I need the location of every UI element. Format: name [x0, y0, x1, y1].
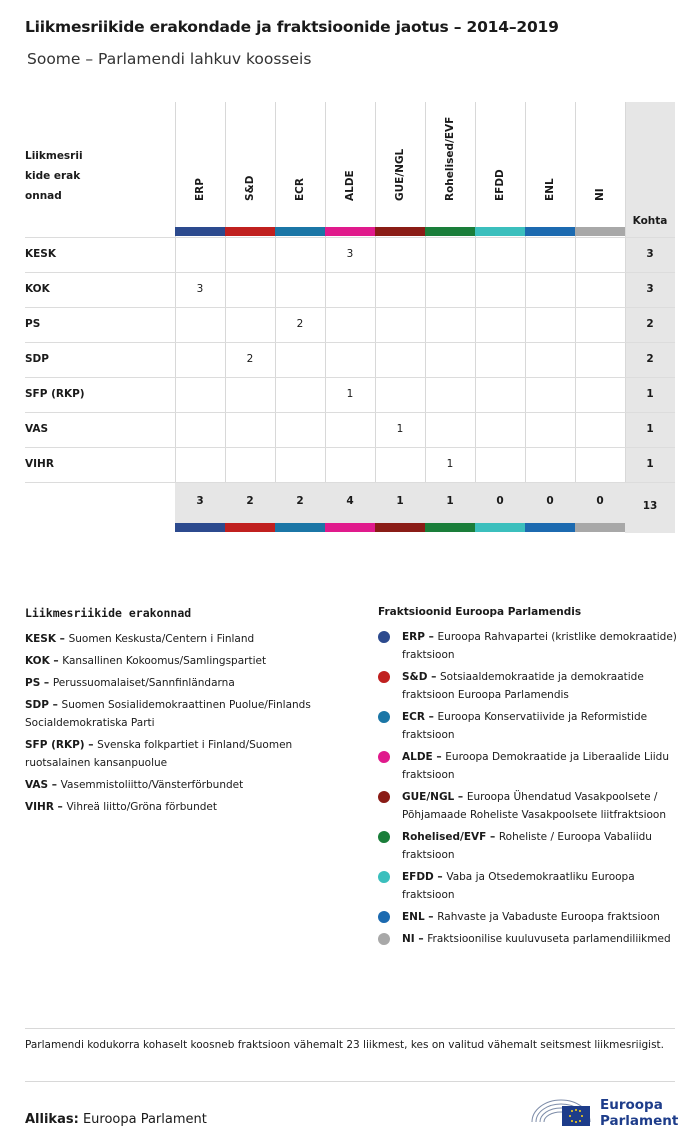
party-abbr: VIHR [25, 801, 54, 813]
group-total-cell: 1 [396, 495, 404, 507]
group-color-dot-icon [378, 871, 390, 883]
separator: – [48, 699, 62, 711]
group-abbr: GUE/NGL [402, 791, 455, 803]
group-name: ERP [194, 178, 206, 201]
group-column-header [575, 102, 625, 227]
group-color-dot-icon [378, 911, 390, 923]
group-legend-item [378, 788, 678, 824]
separator: – [454, 791, 467, 803]
group-color-dot-icon [378, 671, 390, 683]
party-row-label: VIHR [25, 458, 54, 470]
european-parliament-logo [530, 1092, 680, 1132]
seat-count-cell: 2 [296, 318, 304, 330]
group-legend-item [378, 828, 678, 864]
logo-line1: Euroopa [600, 1097, 663, 1113]
group-column-header [175, 102, 225, 227]
row-divider [25, 482, 675, 483]
row-divider [25, 447, 675, 448]
group-color-bar [275, 523, 325, 532]
group-total-cell: 3 [196, 495, 204, 507]
group-color-bar [525, 227, 575, 236]
group-name: GUE/NGL [394, 148, 406, 201]
party-total-cell: 1 [646, 423, 654, 435]
group-color-dot-icon [378, 711, 390, 723]
group-legend-item [378, 628, 678, 664]
group-color-bar [225, 523, 275, 532]
grand-total-cell: 13 [642, 500, 658, 512]
group-color-bar [225, 227, 275, 236]
party-legend-item [25, 630, 345, 648]
group-name: Rohelised/EVF [444, 116, 456, 201]
separator: – [427, 671, 440, 683]
row-divider [25, 307, 675, 308]
group-name: ECR [294, 178, 306, 201]
party-description: Vasemmistoliitto/Vänsterförbundet [60, 779, 244, 791]
party-row-label: SDP [25, 353, 49, 365]
group-column-header [475, 102, 525, 227]
group-name: S&D [244, 175, 256, 201]
party-total-cell: 1 [646, 458, 654, 470]
party-description: Kansallinen Kokoomus/Samlingspartiet [62, 655, 267, 667]
row-header-label: Liikmesriikide erakonnad [25, 150, 83, 202]
group-description: Euroopa Konservatiivide ja Reformistide fraktsioon [402, 711, 648, 741]
party-abbr: SFP (RKP) [25, 739, 85, 751]
group-abbr: NI [402, 933, 415, 945]
group-total-cell: 2 [296, 495, 304, 507]
parties-legend-title: Liikmesriikide erakonnad [25, 606, 192, 620]
group-abbr: ECR [402, 711, 425, 723]
party-row-label: KOK [25, 283, 50, 295]
group-abbr: ALDE [402, 751, 433, 763]
party-row-label: SFP (RKP) [25, 388, 85, 400]
party-row-label: KESK [25, 248, 57, 260]
groups-legend-title: Fraktsioonid Euroopa Parlamendis [378, 606, 582, 618]
group-color-bar [175, 227, 225, 236]
seat-count-cell: 3 [196, 283, 204, 295]
group-total-cell: 1 [446, 495, 454, 507]
row-divider [25, 412, 675, 413]
page-subtitle: Soome – Parlamendi lahkuv koosseis [27, 50, 312, 68]
group-color-bar [575, 523, 625, 532]
seat-count-cell: 3 [346, 248, 354, 260]
group-legend-item [378, 668, 678, 704]
party-row-label: VAS [25, 423, 49, 435]
group-color-bar [175, 523, 225, 532]
group-description: Euroopa Rahvapartei (kristlike demokraatide) fraktsioon [402, 631, 677, 661]
group-description: Rahvaste ja Vabaduste Euroopa fraktsioon [437, 911, 660, 923]
party-description: Vihreä liitto/Gröna förbundet [66, 801, 217, 813]
party-abbr: PS [25, 677, 41, 689]
group-description: Roheliste / Euroopa Vabaliidu fraktsioon [402, 831, 652, 861]
page-title: Liikmesriikide erakondade ja fraktsioonide jaotus – 2014–2019 [25, 18, 559, 36]
group-color-bar [475, 227, 525, 236]
total-column-label: Kohta [632, 215, 668, 227]
party-abbr: KOK [25, 655, 50, 667]
group-name: EFDD [494, 169, 506, 201]
separator: – [48, 779, 61, 791]
party-description: Perussuomalaiset/Sannfinländarna [52, 677, 235, 689]
source-value: Euroopa Parlament [82, 1112, 207, 1127]
party-legend-item [25, 674, 345, 692]
seat-count-cell: 1 [396, 423, 404, 435]
parliament-hemicycle-icon [530, 1092, 592, 1132]
party-abbr: VAS [25, 779, 49, 791]
party-total-cell: 3 [646, 248, 654, 260]
group-total-cell: 0 [546, 495, 554, 507]
row-divider [25, 272, 675, 273]
separator: – [53, 801, 67, 813]
divider [25, 1081, 675, 1082]
separator: – [40, 677, 53, 689]
source-line [25, 1112, 207, 1127]
party-legend-item [25, 798, 345, 816]
source-label: Allikas: [25, 1112, 79, 1127]
divider [25, 1028, 675, 1029]
groups-legend [378, 606, 678, 952]
group-abbr: ERP [402, 631, 425, 643]
party-legend-item [25, 736, 345, 772]
group-color-bar [375, 227, 425, 236]
party-legend-item [25, 776, 345, 794]
party-abbr: SDP [25, 699, 49, 711]
party-total-cell: 1 [646, 388, 654, 400]
group-description: Euroopa Demokraatide ja Liberaalide Liidu fraktsioon [402, 751, 669, 781]
group-legend-item [378, 748, 678, 784]
separator: – [414, 933, 428, 945]
group-name: ALDE [344, 170, 356, 201]
group-color-dot-icon [378, 933, 390, 945]
seat-count-cell: 1 [446, 458, 454, 470]
party-legend-item [25, 652, 345, 670]
group-legend-item [378, 708, 678, 744]
group-name: NI [594, 188, 606, 201]
party-description: Suomen Keskusta/Centern i Finland [68, 633, 255, 645]
group-name: ENL [544, 178, 556, 201]
group-description: Euroopa Ühendatud Vasakpoolsete / Põhjamaade Roheliste Vasakpoolsete liitfraktsioon [402, 791, 666, 821]
group-total-cell: 0 [496, 495, 504, 507]
row-divider [25, 342, 675, 343]
group-description: Vaba ja Otsedemokraatliku Euroopa fraktsioon [402, 871, 635, 901]
group-total-cell: 0 [596, 495, 604, 507]
separator: – [424, 911, 438, 923]
party-total-cell: 2 [646, 353, 654, 365]
separator: – [56, 633, 69, 645]
group-color-dot-icon [378, 751, 390, 763]
party-description: Svenska folkpartiet i Finland/Suomen ruotsalainen kansanpuolue [25, 739, 293, 769]
group-color-dot-icon [378, 791, 390, 803]
group-color-dot-icon [378, 631, 390, 643]
group-column-header [225, 102, 275, 227]
row-divider [25, 237, 675, 238]
group-legend-item [378, 908, 678, 926]
seat-count-cell: 1 [346, 388, 354, 400]
group-color-bar [275, 227, 325, 236]
group-color-bar [425, 227, 475, 236]
group-column-header [325, 102, 375, 227]
parties-legend [25, 606, 345, 820]
group-color-bar [375, 523, 425, 532]
group-legend-item [378, 930, 678, 948]
party-abbr: KESK [25, 633, 57, 645]
group-color-bar [425, 523, 475, 532]
distribution-table [25, 102, 675, 533]
group-column-header [425, 102, 475, 227]
group-total-cell: 4 [346, 495, 354, 507]
group-abbr: Rohelised/EVF [402, 831, 487, 843]
party-legend-item [25, 696, 345, 732]
party-description: Suomen Sosialidemokraattinen Puolue/Finlands Socialdemokratiska Parti [25, 699, 311, 729]
separator: – [486, 831, 499, 843]
party-total-cell: 2 [646, 318, 654, 330]
footnote: Parlamendi kodukorra kohaselt koosneb fraktsioon vähemalt 23 liikmest, kes on valitud vähemalt seitsmest liikmesriigist. [25, 1039, 664, 1051]
group-color-bar [525, 523, 575, 532]
party-row-label: PS [25, 318, 41, 330]
group-column-header [525, 102, 575, 227]
group-color-bar [325, 523, 375, 532]
group-color-bar [475, 523, 525, 532]
seat-count-cell: 2 [246, 353, 254, 365]
group-description: Fraktsioonilise kuuluvuseta parlamendiliikmed [427, 933, 671, 945]
row-divider [25, 377, 675, 378]
group-abbr: EFDD [402, 871, 434, 883]
group-color-bar [575, 227, 625, 236]
separator: – [49, 655, 63, 667]
group-description: Sotsiaaldemokraatide ja demokraatide fraktsioon Euroopa Parlamendis [402, 671, 644, 701]
group-legend-item [378, 868, 678, 904]
separator: – [432, 751, 446, 763]
separator: – [433, 871, 447, 883]
logo-line2: Parlament [600, 1113, 679, 1129]
group-abbr: ENL [402, 911, 425, 923]
separator: – [424, 631, 438, 643]
separator: – [424, 711, 438, 723]
group-total-cell: 2 [246, 495, 254, 507]
group-column-header [375, 102, 425, 227]
group-column-header [275, 102, 325, 227]
group-color-dot-icon [378, 831, 390, 843]
separator: – [84, 739, 98, 751]
group-abbr: S&D [402, 671, 428, 683]
group-color-bar [325, 227, 375, 236]
party-total-cell: 3 [646, 283, 654, 295]
